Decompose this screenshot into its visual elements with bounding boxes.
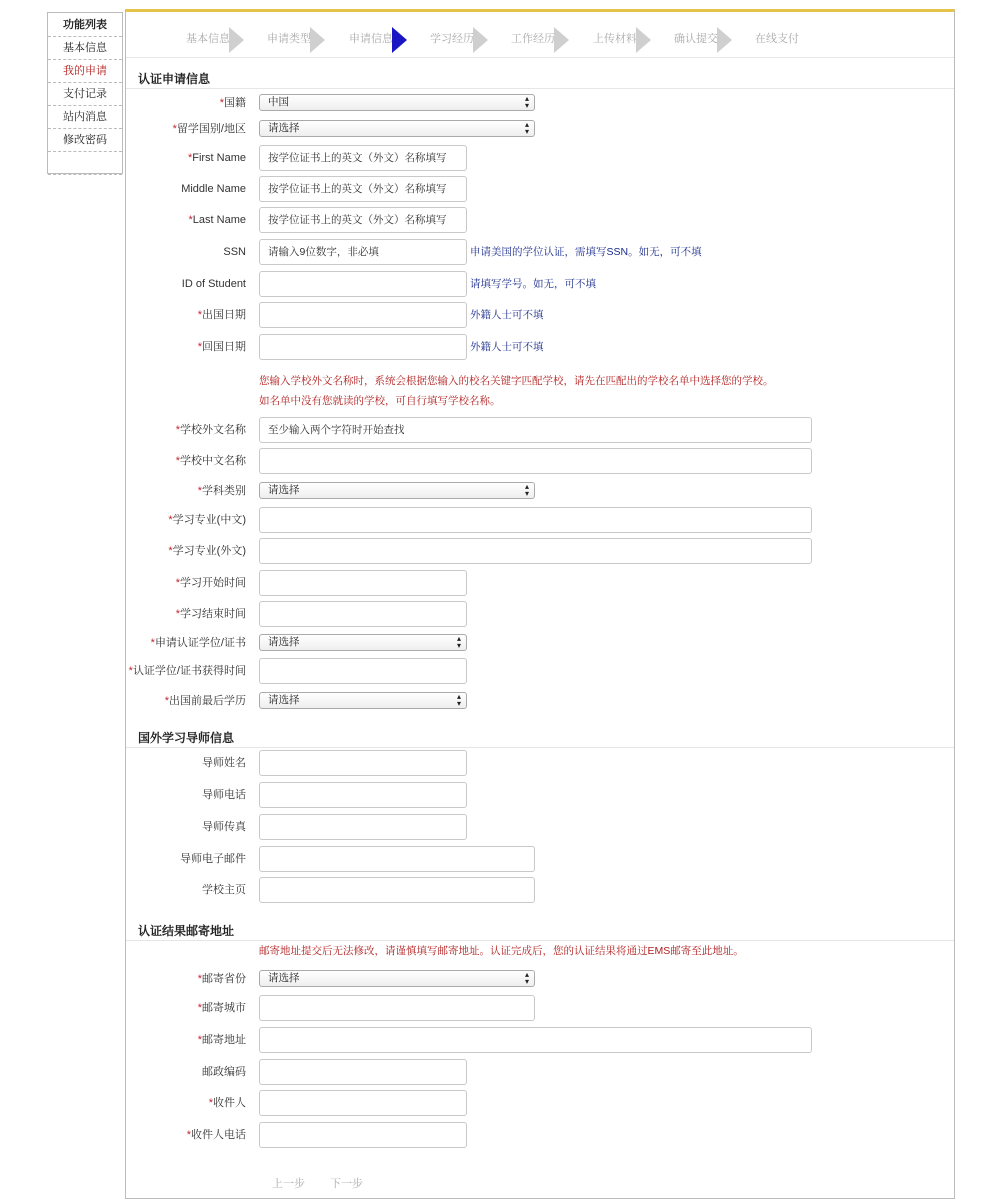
label-text: 收件人电话: [191, 1129, 246, 1141]
label-school-homepage: [126, 883, 246, 897]
section-divider: [126, 88, 954, 89]
label-tutor-phone: [126, 788, 246, 802]
step-label: 工作经历: [511, 33, 555, 45]
label-tutor-name: [126, 756, 246, 770]
mail-province-select[interactable]: [259, 970, 535, 987]
mail-city-input[interactable]: [259, 995, 535, 1021]
section-divider: [126, 747, 954, 748]
step-arrow-icon: [473, 27, 488, 53]
step-study-history: [430, 27, 474, 51]
label-mail-address: [126, 1033, 246, 1047]
label-text: 留学国别/地区: [176, 123, 246, 135]
label-mail-province: [126, 972, 246, 986]
step-label: 申请信息: [349, 33, 393, 45]
label-school-chinese: [126, 454, 246, 468]
step-label: 在线支付: [755, 33, 799, 45]
label-last-education: [126, 694, 246, 708]
label-text: 学科类别: [202, 485, 246, 497]
select-caret-icon: ▴ ▾: [524, 94, 529, 110]
mail-address-input[interactable]: [259, 1027, 812, 1053]
label-recipient-phone: [126, 1128, 246, 1142]
label-text: 出国日期: [202, 309, 246, 321]
select-value: 请选择: [268, 694, 300, 706]
prev-step-button[interactable]: 上一步: [272, 1178, 305, 1190]
label-nationality: [126, 96, 246, 110]
required-mark: *: [197, 341, 202, 353]
address-note: 邮寄地址提交后无法修改，请谨慎填写邮寄地址。认证完成后，您的认证结果将通过EMS邮寄至此地址。: [259, 945, 744, 957]
required-mark: *: [175, 608, 180, 620]
return-date-input[interactable]: [259, 334, 467, 360]
label-degree: [126, 636, 246, 650]
step-confirm-submit: [674, 27, 718, 51]
label-major-cn: [126, 513, 246, 527]
label-subject-category: [126, 484, 246, 498]
last-education-select[interactable]: [259, 692, 467, 709]
sidebar-item-payment-records[interactable]: 支付记录: [48, 83, 122, 106]
tutor-phone-input[interactable]: [259, 782, 467, 808]
label-ssn: [126, 245, 246, 259]
label-text: 收件人: [213, 1097, 246, 1109]
sidebar-item-change-password[interactable]: 修改密码: [48, 129, 122, 152]
select-caret-icon: ▴ ▾: [456, 692, 461, 708]
label-text: 导师传真: [202, 821, 246, 833]
ssn-hint: 申请美国的学位认证，需填写SSN。如无，可不填: [470, 246, 702, 258]
tutor-fax-input[interactable]: [259, 814, 467, 840]
tutor-email-input[interactable]: [259, 846, 535, 872]
required-mark: *: [197, 485, 202, 497]
degree-select[interactable]: [259, 634, 467, 651]
required-mark: *: [186, 1129, 191, 1141]
sidebar-item-my-application[interactable]: 我的申请: [48, 60, 122, 83]
label-text: 邮寄省份: [202, 973, 246, 985]
first-name-input[interactable]: [259, 145, 467, 171]
select-value: 请选择: [268, 636, 300, 648]
label-text: 导师电话: [202, 789, 246, 801]
label-student-id: [126, 277, 246, 291]
required-mark: *: [172, 123, 177, 135]
postal-code-input[interactable]: [259, 1059, 467, 1085]
label-text: 学习结束时间: [180, 608, 246, 620]
sidebar: [47, 12, 123, 174]
label-mail-city: [126, 1001, 246, 1015]
section-title-address-info: 认证结果邮寄地址: [138, 924, 235, 938]
label-text: 学校外文名称: [180, 424, 246, 436]
required-mark: *: [175, 424, 180, 436]
required-mark: *: [197, 973, 202, 985]
step-label: 上传材料: [593, 33, 637, 45]
student-id-input[interactable]: [259, 271, 467, 297]
select-caret-icon: ▴ ▾: [524, 120, 529, 136]
sidebar-item-basic-info[interactable]: 基本信息: [48, 37, 122, 60]
step-label: 学习经历: [430, 33, 474, 45]
required-mark: *: [197, 1002, 202, 1014]
step-label: 基本信息: [186, 33, 230, 45]
label-postal-code: [126, 1065, 246, 1079]
label-middle-name: [126, 182, 246, 196]
departure-date-input[interactable]: [259, 302, 467, 328]
select-caret-icon: ▴ ▾: [524, 482, 529, 498]
label-text: 国籍: [224, 97, 246, 109]
select-value: 请选择: [268, 972, 300, 984]
recipient-phone-input[interactable]: [259, 1122, 467, 1148]
student-id-hint: 请填写学号。如无，可不填: [470, 278, 596, 290]
label-text: 邮寄城市: [202, 1002, 246, 1014]
required-mark: *: [128, 665, 133, 677]
label-recipient: [126, 1096, 246, 1110]
section-title-tutor-info: 国外学习导师信息: [138, 731, 235, 745]
label-text: Last Name: [192, 214, 246, 226]
tutor-name-input[interactable]: [259, 750, 467, 776]
nationality-select[interactable]: [259, 94, 535, 111]
degree-date-input[interactable]: [259, 658, 467, 684]
step-arrow-icon: [636, 27, 651, 53]
label-text: First Name: [192, 152, 246, 164]
label-return-date: [126, 340, 246, 354]
step-basic-info: [186, 27, 230, 51]
section-title-apply-info: 认证申请信息: [138, 72, 211, 86]
label-text: 邮政编码: [202, 1066, 246, 1078]
label-text: SSN: [223, 246, 246, 258]
required-mark: *: [197, 309, 202, 321]
label-text: 学校中文名称: [180, 455, 246, 467]
step-work-history: [511, 27, 555, 51]
study-end-input[interactable]: [259, 601, 467, 627]
label-school-foreign: [126, 423, 246, 437]
label-text: 邮寄地址: [202, 1034, 246, 1046]
middle-name-input[interactable]: [259, 176, 467, 202]
study-country-select[interactable]: [259, 120, 535, 137]
step-arrow-icon: [310, 27, 325, 53]
required-mark: *: [168, 514, 173, 526]
sidebar-item-empty: [48, 152, 122, 175]
return-date-hint: 外籍人士可不填: [470, 341, 544, 353]
label-first-name: [126, 151, 246, 165]
label-text: 学习开始时间: [180, 577, 246, 589]
label-text: 导师姓名: [202, 757, 246, 769]
label-text: 申请认证学位/证书: [154, 637, 246, 649]
step-online-payment: [755, 27, 799, 51]
progress-steps: [126, 12, 954, 58]
last-name-input[interactable]: [259, 207, 467, 233]
label-text: 出国前最后学历: [169, 695, 246, 707]
label-text: 导师电子邮件: [180, 853, 246, 865]
step-arrow-icon: [229, 27, 244, 53]
select-caret-icon: ▴ ▾: [524, 970, 529, 986]
label-text: ID of Student: [181, 278, 246, 290]
label-last-name: [126, 213, 246, 227]
select-value: 中国: [268, 96, 289, 108]
label-tutor-email: [126, 852, 246, 866]
ssn-input[interactable]: [259, 239, 467, 265]
label-text: 学校主页: [202, 884, 246, 896]
label-text: 学习专业(中文): [172, 514, 246, 526]
required-mark: *: [208, 1097, 213, 1109]
required-mark: *: [175, 577, 180, 589]
main-panel: [125, 9, 955, 1199]
label-departure-date: [126, 308, 246, 322]
label-text: 回国日期: [202, 341, 246, 353]
step-label: 确认提交: [674, 33, 718, 45]
label-study-country: [126, 122, 246, 136]
study-start-input[interactable]: [259, 570, 467, 596]
sidebar-item-messages[interactable]: 站内消息: [48, 106, 122, 129]
required-mark: *: [219, 97, 224, 109]
required-mark: *: [150, 637, 155, 649]
school-note-line-2: 如名单中没有您就读的学校，可自行填写学校名称。: [259, 395, 501, 407]
major-foreign-input[interactable]: [259, 538, 812, 564]
required-mark: *: [188, 214, 193, 226]
school-foreign-input[interactable]: [259, 417, 812, 443]
sidebar-title: 功能列表: [48, 13, 122, 37]
major-cn-input[interactable]: [259, 507, 812, 533]
label-text: 学习专业(外文): [172, 545, 246, 557]
required-mark: *: [175, 455, 180, 467]
school-homepage-input[interactable]: [259, 877, 535, 903]
school-note-line-1: 您输入学校外文名称时，系统会根据您输入的校名关键字匹配学校，请先在匹配出的学校名单中选择您的学校。: [259, 375, 774, 387]
recipient-input[interactable]: [259, 1090, 467, 1116]
step-application-info: [349, 27, 393, 51]
label-study-start: [126, 576, 246, 590]
label-text: 认证学位/证书获得时间: [132, 665, 246, 677]
required-mark: *: [164, 695, 169, 707]
departure-date-hint: 外籍人士可不填: [470, 309, 544, 321]
step-label: 申请类型: [267, 33, 311, 45]
required-mark: *: [187, 152, 193, 164]
select-value: 请选择: [268, 484, 300, 496]
select-caret-icon: ▴ ▾: [456, 634, 461, 650]
step-upload-materials: [593, 27, 637, 51]
subject-category-select[interactable]: [259, 482, 535, 499]
step-current-arrow-icon: [392, 27, 407, 53]
label-study-end: [126, 607, 246, 621]
required-mark: *: [168, 545, 173, 557]
step-arrow-icon: [717, 27, 732, 53]
label-degree-date: [126, 664, 246, 678]
next-step-button[interactable]: 下一步: [330, 1178, 363, 1190]
label-text: Middle Name: [181, 183, 246, 195]
required-mark: *: [197, 1034, 202, 1046]
step-arrow-icon: [554, 27, 569, 53]
select-value: 请选择: [268, 122, 300, 134]
label-major-foreign: [126, 544, 246, 558]
step-application-type: [267, 27, 311, 51]
label-tutor-fax: [126, 820, 246, 834]
school-chinese-input[interactable]: [259, 448, 812, 474]
